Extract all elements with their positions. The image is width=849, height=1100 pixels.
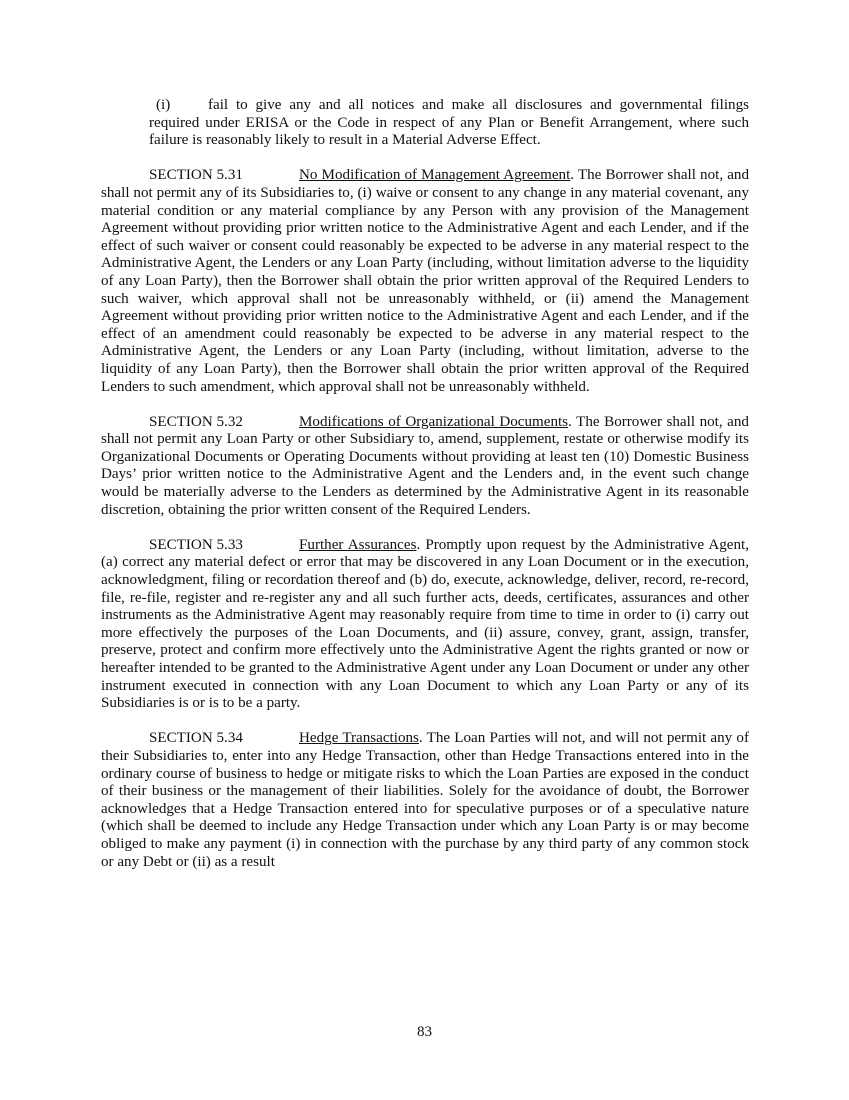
- page-number: 83: [416, 1024, 433, 1040]
- section-number: SECTION 5.33: [149, 536, 243, 553]
- section-body: . The Loan Parties will not, and will not permit any of their Subsidiaries to, enter into any Hedge Transaction, other than Hedge Transactions entered into in the ordinary course of business to hedge or mitigate risks to which the Loan Parties are exposed in the conduct of their business or the management of their liabilities. Solely for the avoidance of doubt, the Borrower acknowledges that a Hedge Transaction entered into for speculative purposes or of a speculative nature (which shall be deemed to include any Hedge Transaction under which any Loan Party is or may become obliged to make any payment (i) in connection with the purchase by any third party of any common stock or any Debt or (ii) as a result: [101, 730, 749, 870]
- section-body: . Promptly upon request by the Administrative Agent, (a) correct any material defect or error that may be discovered in any Loan Document or in the execution, acknowledgment, filing or recordation thereof and (b) do, execute, acknowledge, deliver, record, re-record, file, re-file, register and re-register any and all such further acts, deeds, certificates, assurances and other instruments as the Administrative Agent may reasonably require from time to time in order to (i) carry out more effectively the purposes of the Loan Documents, and (ii) assure, convey, grant, assign, transfer, preserve, protect and confirm more effectively unto the Administrative Agent the rights granted or now or hereafter intended to be granted to the Administrative Agent under any Loan Document or under any other instrument executed in connection with any Loan Document to which any Loan Party or any of its Subsidiaries is or is to be a party.: [101, 536, 749, 712]
- section-5-31: [101, 167, 749, 396]
- section-body: . The Borrower shall not, and shall not permit any Loan Party or other Subsidiary to, amend, supplement, restate or otherwise modify its Organizational Documents or Operating Documents without providing at least ten (10) Domestic Business Days’ prior written notice to the Administrative Agent and the Lenders and, in the event such change would be materially adverse to the Lenders as determined by the Administrative Agent in its reasonable discretion, obtaining the prior written consent of the Required Lenders.: [101, 413, 749, 518]
- section-title: Further Assurances: [299, 536, 417, 553]
- section-number: SECTION 5.32: [149, 413, 243, 430]
- section-body: . The Borrower shall not, and shall not permit any of its Subsidiaries to, (i) waive or consent to any change in any material covenant, any material condition or any material compliance by any Person with any provision of the Management Agreement without providing prior written notice to the Administrative Agent and each Lender, and if the effect of such waiver or consent could reasonably be expected to be adverse in any material respect to the Administrative Agent, the Lenders or any Loan Party (including, without limitation adverse to the liquidity of any Loan Party), then the Borrower shall obtain the prior written approval of the Required Lenders to such waiver, which approval shall not be unreasonably withheld, or (ii) amend the Management Agreement without providing prior written notice to the Administrative Agent and each Lender, and if the effect of an amendment could reasonably be expected to be adverse in any material respect to the Administrative Agent, the Lenders or any Loan Party (including, without limitation, adverse to the liquidity of any Loan Party), then the Borrower shall obtain the prior written approval of the Required Lenders to such amendment, which approval shall not be unreasonably withheld.: [101, 167, 749, 395]
- clause-item-i: [149, 97, 749, 150]
- document-body: [101, 97, 749, 871]
- section-5-34: [101, 730, 749, 871]
- section-title: Hedge Transactions: [299, 730, 419, 747]
- section-title: Modifications of Organizational Documents: [299, 413, 569, 430]
- section-5-32: [101, 414, 749, 520]
- section-number: SECTION 5.34: [149, 730, 243, 747]
- section-5-33: [101, 537, 749, 713]
- section-title: No Modification of Management Agreement: [299, 167, 571, 184]
- section-number: SECTION 5.31: [149, 167, 243, 184]
- clause-text: fail to give any and all notices and make all disclosures and governmental filings required under ERISA or the Code in respect of any Plan or Benefit Arrangement, where such failure is reasonably likely to result in a Material Adverse Effect.: [149, 97, 749, 149]
- clause-marker: (i): [156, 97, 171, 113]
